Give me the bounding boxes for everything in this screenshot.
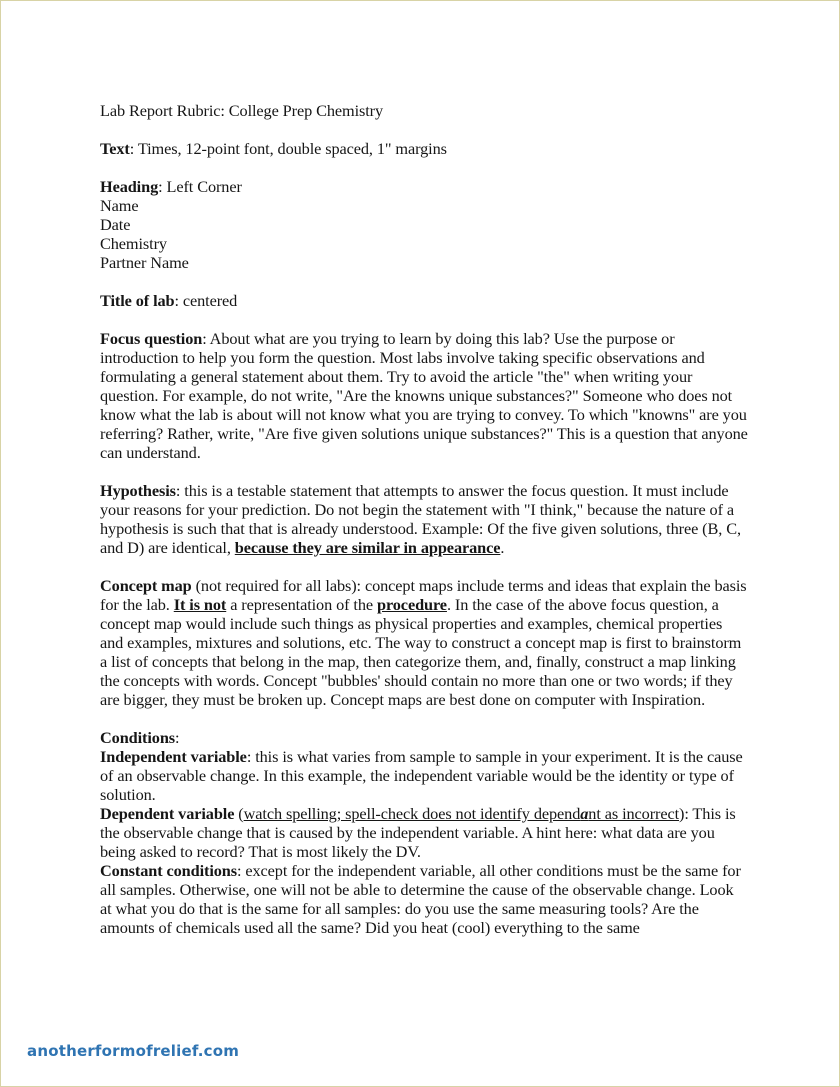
independent-variable-label: Independent variable bbox=[100, 747, 247, 766]
heading-value: : Left Corner bbox=[158, 177, 242, 196]
hypothesis-emphasis: because they are similar in appearance bbox=[234, 538, 501, 557]
dependent-variable-note bbox=[244, 804, 679, 823]
constant-conditions-body: : except for the independent variable, all other conditions must be the same for all samples. Otherwise, one will not be able to determine the cause of the observable change. Look at what you do that is the same for all samples: do you use the same measuring tools? Are the amounts of chemicals used all the same? Did you heat (cool) everything to the same bbox=[100, 861, 741, 937]
watermark-link[interactable]: anotherformofrelief.com bbox=[27, 1042, 240, 1060]
dependent-variable-section bbox=[100, 804, 748, 861]
dependent-note-letter: a bbox=[580, 804, 589, 823]
independent-variable-section bbox=[100, 747, 748, 804]
conditions-heading bbox=[100, 728, 748, 747]
hypothesis-end: . bbox=[500, 538, 505, 557]
hypothesis-label: Hypothesis bbox=[100, 481, 176, 500]
constant-conditions-section bbox=[100, 861, 748, 937]
hypothesis-body: : this is a testable statement that attempts to answer the focus question. It must include your reasons for your prediction. Do not begin the statement with "I think," because the nature of a hypothesis is such that that is already understood. Example: Of the five given solutions, three (B, C, and D) are identical, bbox=[100, 481, 741, 557]
rubric-body bbox=[100, 101, 748, 937]
dependent-variable-label: Dependent variable bbox=[100, 804, 235, 823]
dependent-variable-post: ): This is the observable change that is caused by the independent variable. A hint here: what data are you being asked to record? That is most likely the DV. bbox=[100, 804, 736, 861]
concept-map-emphasis-procedure: procedure bbox=[376, 595, 447, 614]
hypothesis-section bbox=[100, 481, 748, 557]
heading-section bbox=[100, 177, 748, 196]
title-of-lab-label: Title of lab bbox=[100, 291, 175, 310]
text-format-section bbox=[100, 139, 748, 158]
dependent-note-part-b: nt as incorrect bbox=[588, 804, 680, 823]
conditions-label: Conditions bbox=[100, 728, 176, 747]
focus-question-label: Focus question bbox=[100, 329, 203, 348]
heading-line-name: Name bbox=[100, 196, 139, 215]
heading-line-date: Date bbox=[100, 215, 131, 234]
concept-map-part2: a representation of the bbox=[226, 595, 377, 614]
concept-map-part1: (not required for all labs): concept maps include terms and ideas that explain the basis for the lab. bbox=[100, 576, 747, 614]
heading-line-chemistry: Chemistry bbox=[100, 234, 167, 253]
concept-map-part3: . In the case of the above focus question, a concept map would include such things as physical properties and examples, chemical properties and examples, mixtures and solutions, etc. The way to construct a concept map is first to brainstorm a list of concepts that belong in the map, then categorize them, and, finally, construct a map linking the concepts with words. Concept "bubbles' should contain no more than one or two words; if they are bigger, they must be broken up. Concept maps are best done on computer with Inspiration. bbox=[100, 595, 742, 709]
conditions-colon: : bbox=[175, 728, 180, 747]
dependent-variable-pre: ( bbox=[234, 804, 244, 823]
heading-line-partner: Partner Name bbox=[100, 253, 189, 272]
heading-label: Heading bbox=[100, 177, 159, 196]
document-title: Lab Report Rubric: College Prep Chemistry bbox=[100, 101, 384, 120]
title-of-lab-value: : centered bbox=[174, 291, 238, 310]
title-of-lab-section bbox=[100, 291, 748, 310]
constant-conditions-label: Constant conditions bbox=[100, 861, 237, 880]
independent-variable-body: : this is what varies from sample to sample in your experiment. It is the cause of an observable change. In this example, the independent variable would be the identity or type of solution. bbox=[100, 747, 743, 804]
focus-question-body: : About what are you trying to learn by doing this lab? Use the purpose or introduction to help you form the question. Most labs involve taking specific observations and formulating a general statement about them. Try to avoid the article "the" when writing your question. For example, do not write, "Are the knowns unique substances?" Someone who does not know what the lab is about will not know what you are trying to convey. To which "knowns" are you referring? Rather, write, "Are five given solutions unique substances?" This is a question that anyone can understand. bbox=[100, 329, 748, 462]
concept-map-emphasis-not: It is not bbox=[173, 595, 227, 614]
concept-map-section bbox=[100, 576, 748, 709]
dependent-note-part-a: watch spelling; spell-check does not identify depend bbox=[243, 804, 581, 823]
text-format-label: Text bbox=[100, 139, 130, 158]
concept-map-label: Concept map bbox=[100, 576, 192, 595]
focus-question-section bbox=[100, 329, 748, 462]
text-format-value: : Times, 12-point font, double spaced, 1" margins bbox=[129, 139, 447, 158]
